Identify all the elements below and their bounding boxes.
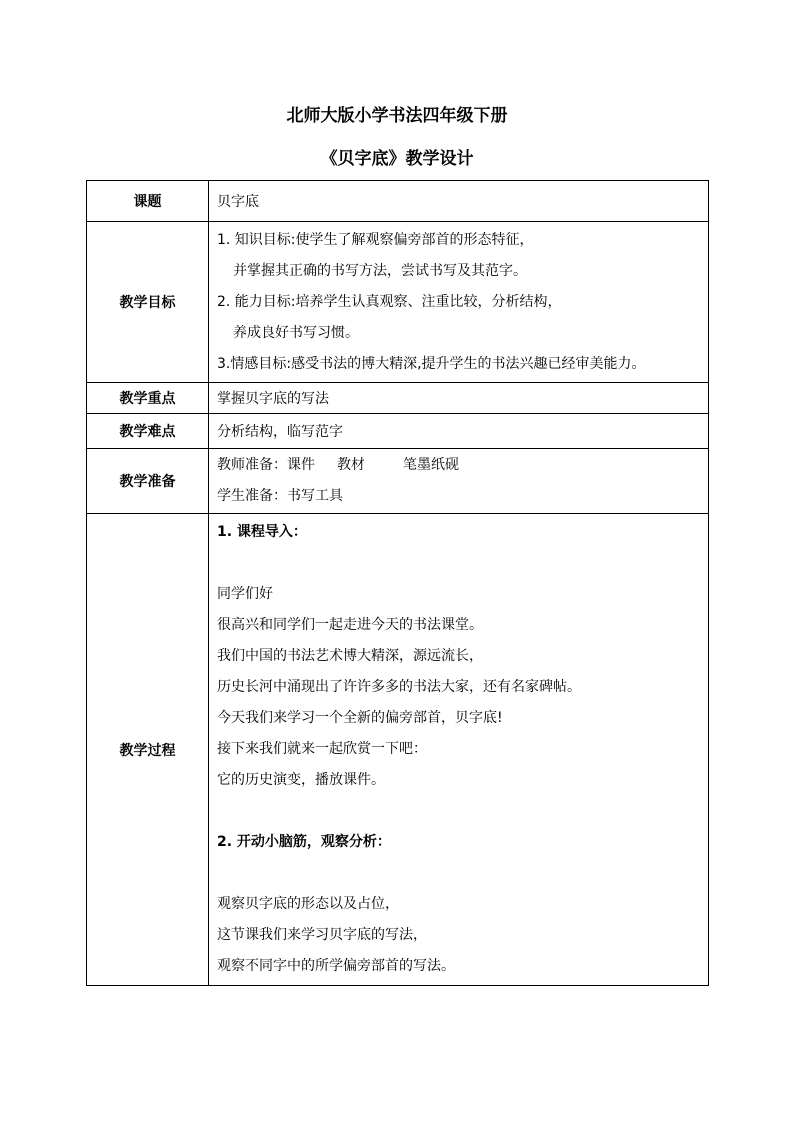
topic-label: 课题	[87, 181, 209, 222]
process-line: 观察不同字中的所学偏旁部首的写法。	[217, 958, 455, 974]
process-label: 教学过程	[87, 514, 209, 986]
goals-label: 教学目标	[87, 222, 209, 383]
blank-line	[217, 548, 704, 579]
teacher-prep-prefix: 教师准备：	[217, 457, 287, 473]
table-row-process	[87, 514, 709, 986]
teacher-prep-item: 笔墨纸砚	[403, 457, 459, 473]
process-line: 很高兴和同学们一起走进今天的书法课堂。	[217, 617, 483, 633]
goal-line: 2. 能力目标:培养学生认真观察、注重比较，分析结构，	[217, 293, 562, 310]
section-heading: 2. 开动小脑筋，观察分析：	[217, 834, 391, 850]
process-line: 观察贝字底的形态以及占位，	[217, 896, 399, 912]
table-row-goals	[87, 222, 709, 383]
key-points-value: 掌握贝字底的写法	[209, 383, 709, 414]
document-subtitle: 《贝字底》教学设计	[320, 149, 474, 169]
table-row-preparation	[87, 449, 709, 514]
table-row-topic	[87, 181, 709, 222]
process-line: 接下来我们就来一起欣赏一下吧：	[217, 741, 427, 757]
topic-value: 贝字底	[209, 181, 709, 222]
document-title: 北师大版小学书法四年级下册	[286, 106, 508, 126]
process-line: 它的历史演变，播放课件。	[217, 772, 385, 788]
difficulties-label: 教学难点	[87, 414, 209, 449]
teacher-preparation	[217, 450, 704, 481]
table-row-key-points	[87, 383, 709, 414]
goals-content	[209, 222, 709, 383]
process-line: 历史长河中涌现出了许许多多的书法大家，还有名家碑帖。	[217, 679, 581, 695]
difficulties-value: 分析结构，临写范字	[209, 414, 709, 449]
process-line: 同学们好	[217, 586, 273, 602]
process-line: 今天我们来学习一个全新的偏旁部首，贝字底!	[217, 710, 503, 726]
goal-line: 1. 知识目标:使学生了解观察偏旁部首的形态特征，	[217, 231, 534, 248]
process-line: 我们中国的书法艺术博大精深，源远流长，	[217, 648, 483, 664]
lesson-plan-table	[86, 180, 709, 986]
process-line: 这节课我们来学习贝字底的写法，	[217, 927, 427, 943]
key-points-label: 教学重点	[87, 383, 209, 414]
process-content	[209, 514, 709, 986]
goal-line: 并掌握其正确的书写方法，尝试书写及其范字。	[233, 262, 527, 279]
blank-line	[217, 858, 704, 889]
preparation-content	[209, 449, 709, 514]
goal-line: 养成良好书写习惯。	[233, 324, 359, 341]
teacher-prep-item: 课件	[287, 457, 315, 473]
blank-line	[217, 796, 704, 827]
goal-line: 3.情感目标:感受书法的博大精深,提升学生的书法兴趣已经审美能力。	[217, 355, 646, 372]
teacher-prep-item: 教材	[337, 457, 365, 473]
preparation-label: 教学准备	[87, 449, 209, 514]
table-row-difficulties	[87, 414, 709, 449]
section-heading: 1. 课程导入：	[217, 524, 307, 540]
student-preparation: 学生准备：书写工具	[217, 488, 343, 504]
